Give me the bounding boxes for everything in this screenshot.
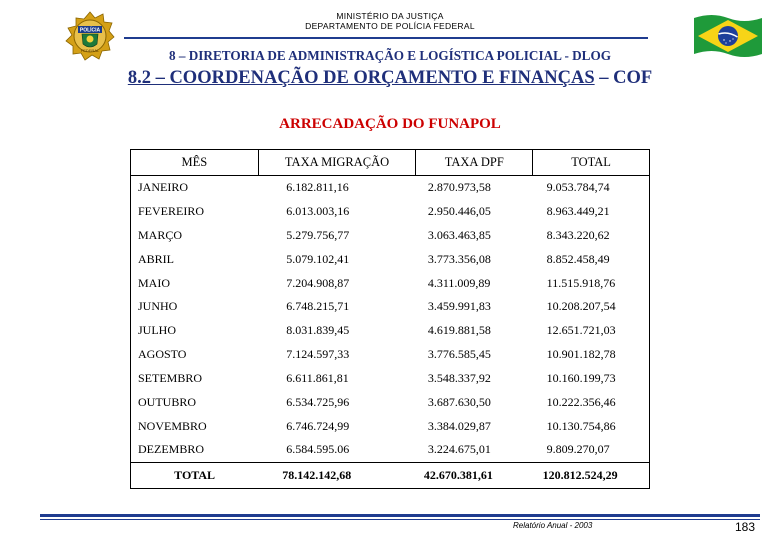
ministry-header xyxy=(0,11,780,31)
dpf-fee-cell: 3.687.630,50 xyxy=(427,394,491,409)
table-row xyxy=(131,367,650,391)
total-cell: 12.651.721,03 xyxy=(533,319,650,343)
department-name: DEPARTAMENTO DE POLÍCIA FEDERAL xyxy=(305,21,475,31)
table-row xyxy=(131,391,650,415)
emblem-bottom-text: FEDERAL xyxy=(80,48,100,53)
grand-total-label: TOTAL xyxy=(131,462,259,488)
section-title: 8 – DIRETORIA DE ADMINISTRAÇÃO E LOGÍSTICA POLICIAL - DLOG xyxy=(169,48,611,63)
month-cell: MARÇO xyxy=(131,223,259,247)
table-row xyxy=(131,223,650,247)
dpf-fee-cell: 3.773.356,08 xyxy=(427,251,491,266)
report-footer: Relatório Anual - 2003 xyxy=(513,521,593,530)
month-cell: MAIO xyxy=(131,271,259,295)
dpf-fee-cell: 2.950.446,05 xyxy=(427,203,491,218)
migration-fee-cell: 6.584.595.06 xyxy=(286,442,350,457)
migration-fee-cell: 6.013.003,16 xyxy=(286,203,350,218)
dpf-fee-cell: 3.224.675,01 xyxy=(427,442,491,457)
total-cell: 10.160.199,73 xyxy=(533,367,650,391)
month-cell: JUNHO xyxy=(131,295,259,319)
footer-rule-thin xyxy=(40,519,760,520)
month-cell: ABRIL xyxy=(131,247,259,271)
dpf-fee-cell: 2.870.973,58 xyxy=(427,180,491,195)
migration-fee-cell: 6.746.724,99 xyxy=(286,418,350,433)
dpf-fee-cell: 4.619.881,58 xyxy=(427,323,491,338)
grand-total-overall: 120.812.524,29 xyxy=(533,462,650,488)
month-cell: NOVEMBRO xyxy=(131,414,259,438)
table-row xyxy=(131,199,650,223)
funapol-table xyxy=(130,149,650,489)
total-cell: 8.852.458,49 xyxy=(533,247,650,271)
table-row xyxy=(131,271,650,295)
table-row xyxy=(131,319,650,343)
migration-fee-cell: 6.182.811,16 xyxy=(286,180,349,195)
migration-fee-cell: 7.204.908,87 xyxy=(286,275,350,290)
total-cell: 10.130.754,86 xyxy=(533,414,650,438)
migration-fee-cell: 8.031.839,45 xyxy=(286,323,350,338)
table-row xyxy=(131,176,650,200)
migration-fee-cell: 6.748.215,71 xyxy=(286,299,350,314)
migration-fee-cell: 6.611.861,81 xyxy=(286,371,349,386)
table-row xyxy=(131,247,650,271)
subsection-title-main: 8.2 – COORDENAÇÃO DE ORÇAMENTO E FINANÇAS xyxy=(127,68,595,88)
table-row xyxy=(131,295,650,319)
month-cell: AGOSTO xyxy=(131,343,259,367)
header-month: MÊS xyxy=(131,150,259,176)
dpf-fee-cell: 3.548.337,92 xyxy=(427,371,491,386)
grand-total-row xyxy=(131,462,650,488)
dpf-fee-cell: 3.384.029,87 xyxy=(427,418,491,433)
page-number: 183 xyxy=(735,520,756,534)
header-rule xyxy=(124,37,648,39)
dpf-fee-cell: 3.063.463,85 xyxy=(427,227,491,242)
table-title: ARRECADAÇÃO DO FUNAPOL xyxy=(279,116,501,132)
migration-fee-cell: 5.079.102,41 xyxy=(286,251,350,266)
month-cell: JULHO xyxy=(131,319,259,343)
table-row xyxy=(131,438,650,462)
month-cell: JANEIRO xyxy=(131,176,259,200)
dpf-fee-cell: 3.776.585,45 xyxy=(427,347,491,362)
subsection-title xyxy=(0,68,780,89)
migration-fee-cell: 7.124.597,33 xyxy=(286,347,350,362)
table-row xyxy=(131,414,650,438)
month-cell: FEVEREIRO xyxy=(131,199,259,223)
total-cell: 8.343.220,62 xyxy=(533,223,650,247)
total-cell: 10.901.182,78 xyxy=(533,343,650,367)
month-cell: SETEMBRO xyxy=(131,367,259,391)
dpf-fee-cell: 3.459.991,83 xyxy=(427,299,491,314)
ministry-name: MINISTÉRIO DA JUSTIÇA xyxy=(336,11,444,21)
table-header-row xyxy=(131,150,650,176)
emblem-top-text: POLÍCIA xyxy=(79,27,101,34)
month-cell: OUTUBRO xyxy=(131,391,259,415)
subsection-title-suffix: – COF xyxy=(594,68,653,88)
total-cell: 8.963.449,21 xyxy=(533,199,650,223)
grand-total-migration: 78.142.142,68 xyxy=(258,462,416,488)
migration-fee-cell: 5.279.756,77 xyxy=(286,227,350,242)
dpf-fee-cell: 4.311.009,89 xyxy=(427,275,491,290)
total-cell: 11.515.918,76 xyxy=(533,271,650,295)
header-total: TOTAL xyxy=(533,150,650,176)
header-migration-fee: TAXA MIGRAÇÃO xyxy=(258,150,416,176)
total-cell: 10.222.356,46 xyxy=(533,391,650,415)
table-row xyxy=(131,343,650,367)
total-cell: 9.053.784,74 xyxy=(533,176,650,200)
header-dpf-fee: TAXA DPF xyxy=(416,150,533,176)
grand-total-dpf: 42.670.381,61 xyxy=(416,462,533,488)
total-cell: 10.208.207,54 xyxy=(533,295,650,319)
total-cell: 9.809.270,07 xyxy=(533,438,650,462)
migration-fee-cell: 6.534.725,96 xyxy=(286,394,350,409)
footer-rule xyxy=(40,514,760,517)
month-cell: DEZEMBRO xyxy=(131,438,259,462)
